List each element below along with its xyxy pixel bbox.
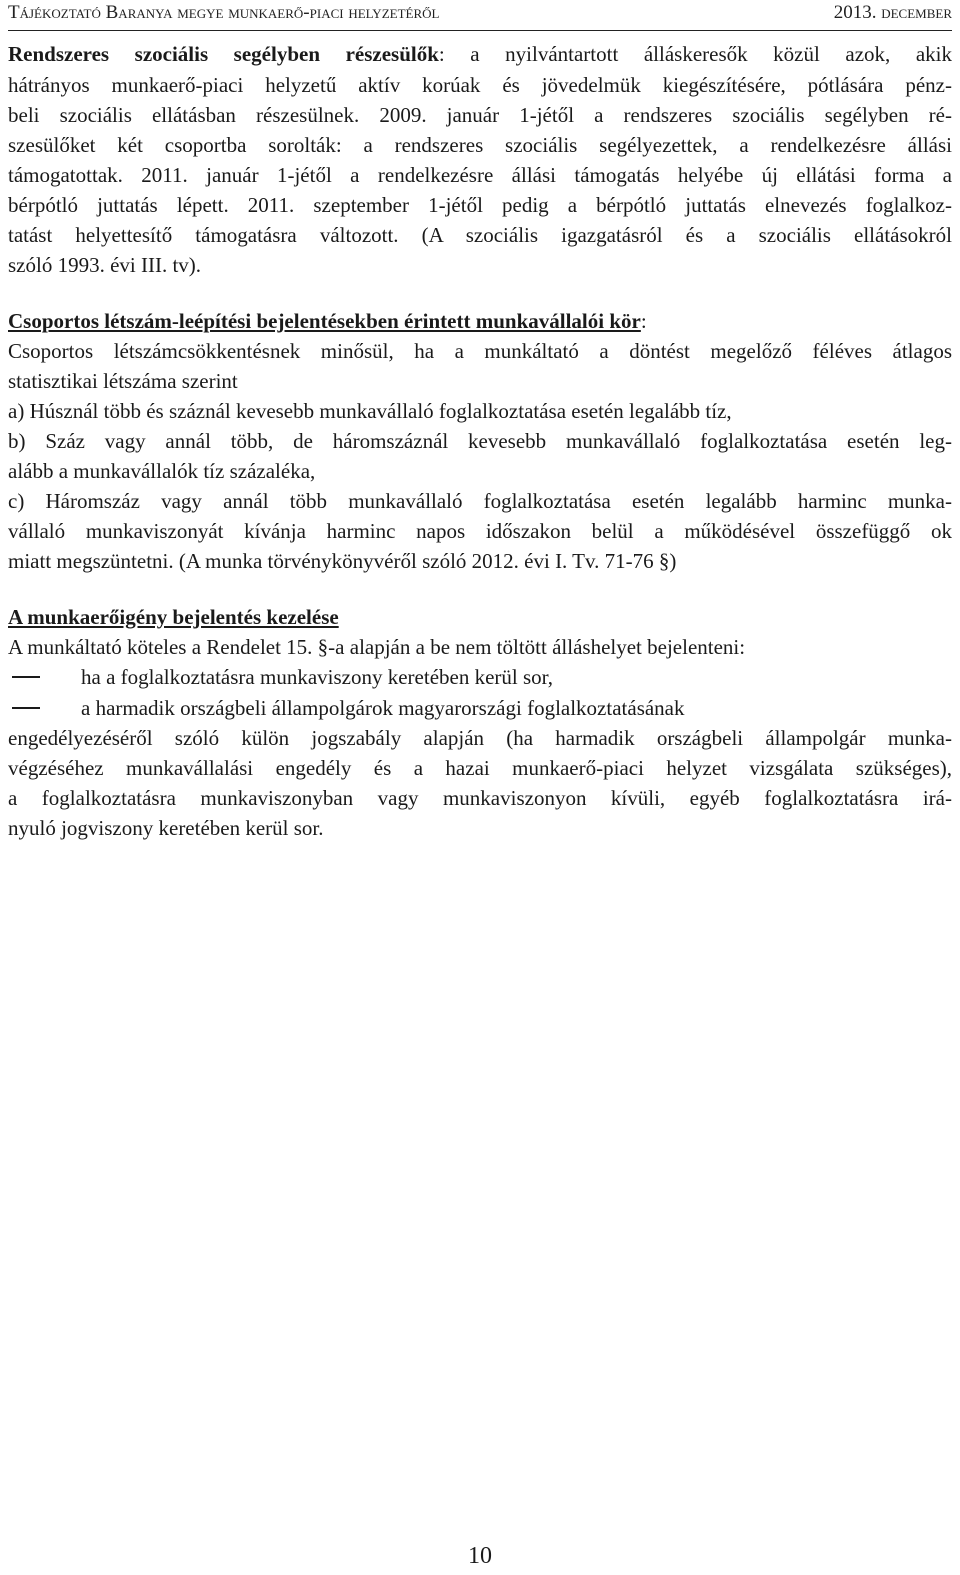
section1-line-7: tatást helyettesítő támogatásra változott. (A szociális igazgatásról és a szociális ellátásokról bbox=[8, 223, 952, 247]
header-title: Tájékoztató Baranya megye munkaerő-piaci helyzetéről bbox=[8, 2, 440, 23]
section2-heading bbox=[8, 306, 647, 336]
section3-line-3: a foglalkoztatásra munkaviszonyban vagy munkaviszonyon kívüli, egyéb foglalkoztatásra irá- bbox=[8, 786, 952, 810]
section2-term: Csoportos létszám-leépítési bejelentésekben érintett munkavállalói kör bbox=[8, 309, 641, 333]
section2-item-b: b) Száz vagy annál több, de háromszáznál kevesebb munkavállaló foglalkoztatása esetén leg- bbox=[8, 429, 952, 453]
section3-bullet-1: ha a foglalkoztatásra munkaviszony keretében kerül sor, bbox=[81, 665, 554, 689]
section2-item-c-cont: vállaló munkaviszonyát kívánja harminc napos időszakon belül a működésével összefüggő ok bbox=[8, 519, 952, 543]
section2-line-1: Csoportos létszámcsökkentésnek minősül, ha a munkáltató a döntést megelőző féléves átlagos bbox=[8, 339, 952, 363]
section2-item-c-end: miatt megszüntetni. (A munka törvénykönyvéről szóló 2012. évi I. Tv. 71-76 §) bbox=[8, 549, 677, 573]
section3-line-2: végzéséhez munkavállalási engedély és a hazai munkaerő-piaci helyzet vizsgálata szükséges), bbox=[8, 756, 952, 780]
header-date: 2013. december bbox=[833, 2, 952, 23]
section2-line-2: statisztikai létszáma szerint bbox=[8, 369, 238, 393]
section1-line-3: beli szociális ellátásban részesülnek. 2009. január 1-jétől a rendszeres szociális segélyben ré- bbox=[8, 103, 952, 127]
section1-line-6: bérpótló juttatás lépett. 2011. szeptember 1-jétől pedig a bérpótló juttatás elnevezés foglalkoz- bbox=[8, 193, 952, 217]
section2-item-b-cont: alább a munkavállalók tíz százaléka, bbox=[8, 459, 316, 483]
section3-line-1: engedélyezéséről szóló külön jogszabály alapján (ha harmadik országbeli állampolgár munka- bbox=[8, 726, 952, 750]
section1-line-2: hátrányos munkaerő-piaci helyzetű aktív korúak és jövedelmük kiegészítésére, pótlására pénz- bbox=[8, 73, 952, 97]
section2-colon: : bbox=[640, 309, 647, 333]
section1-line-4: szesülőket két csoportba sorolták: a rendszeres szociális segélyezettek, a rendelkezésre állási bbox=[8, 133, 952, 157]
section2-item-c: c) Háromszáz vagy annál több munkavállaló foglalkoztatása esetén legalább harminc munka- bbox=[8, 489, 952, 513]
section1-term: Rendszeres szociális segélyben részesülők bbox=[8, 42, 439, 66]
section1-line-5: támogatottak. 2011. január 1-jétől a rendelkezésre állási támogatás helyébe új ellátási forma a bbox=[8, 163, 952, 187]
section3-intro: A munkáltató köteles a Rendelet 15. §-a alapján a be nem töltött álláshelyet bejelenteni: bbox=[8, 635, 746, 659]
section3-bullet-2: a harmadik országbeli állampolgárok magyarországi foglalkoztatásának bbox=[81, 696, 685, 720]
section3-title: A munkaerőigény bejelentés kezelése bbox=[8, 605, 339, 629]
section3-line-4: nyuló jogviszony keretében kerül sor. bbox=[8, 816, 324, 840]
page-header bbox=[8, 0, 952, 31]
page-number: 10 bbox=[468, 1543, 492, 1569]
bullet-dash-icon bbox=[8, 693, 44, 723]
section1-line-1-text: : a nyilvántartott álláskeresők közül azok, akik bbox=[438, 42, 952, 66]
bullet-dash-icon bbox=[8, 662, 44, 692]
section1-line-1 bbox=[8, 39, 952, 69]
section2-item-a: a) Húsznál több és száznál kevesebb munkavállaló foglalkoztatása esetén legalább tíz, bbox=[8, 399, 732, 423]
section1-line-8: szóló 1993. évi III. tv). bbox=[8, 253, 202, 277]
